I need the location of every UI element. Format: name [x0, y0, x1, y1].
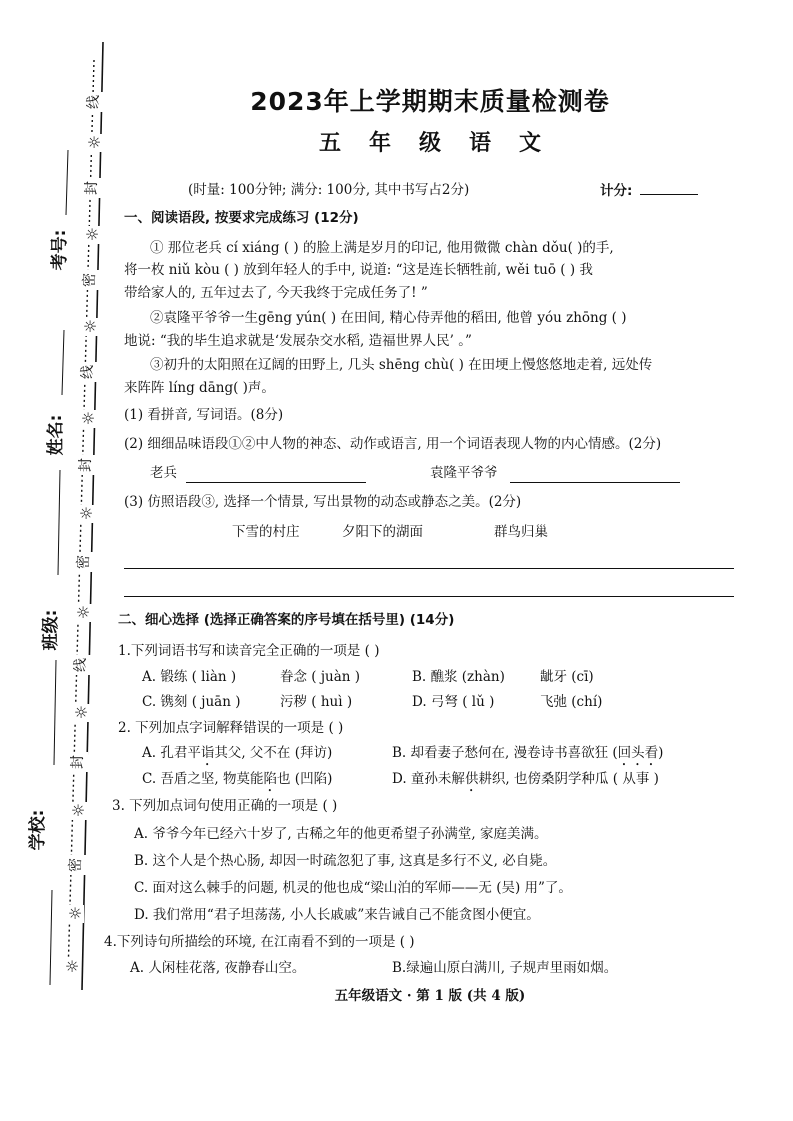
- scene-option-2: 夕阳下的湖面: [342, 524, 423, 540]
- exam-number-label: 考号:: [50, 229, 70, 271]
- scene-option-3: 群鸟归巢: [494, 524, 548, 540]
- passage3-line2: 来阵阵 líng dāng( )声。: [124, 380, 275, 396]
- sun-icon: ☼: [64, 957, 80, 976]
- q2-option-d: [392, 769, 659, 795]
- question-1-3: (3) 仿照语段③, 选择一个情景, 写出景物的动态或静态之美。(2分): [124, 494, 522, 510]
- passage1-line2: 将一枚 niǔ kòu ( ) 放到年轻人的手中, 说道: “这是连长牺牲前, wěi tuō ( ) 我: [124, 262, 593, 278]
- q2-b-text: B. 却看妻子愁何在, 漫卷诗书喜欲狂 (: [392, 745, 618, 761]
- sun-icon: ☼: [78, 504, 94, 523]
- passage2-line1: ②袁隆平爷爷一生gēng yún( ) 在田间, 精心侍弄他的稻田, 他曾 yóu zhōng ( ): [150, 310, 627, 326]
- q1-option-d: D. 弓弩 ( lǔ ): [412, 694, 495, 710]
- q2-b-dotted: 回头看: [617, 745, 659, 761]
- binding-mark-seal: 封: [82, 178, 102, 198]
- q2-option-b: [392, 743, 663, 769]
- binding-mark-secret: 密: [74, 552, 94, 572]
- scene-option-1: 下雪的村庄: [232, 524, 300, 540]
- q3-option-a: A. 爷爷今年已经六十岁了, 古稀之年的他更希望子孙满堂, 家庭美满。: [134, 826, 548, 842]
- section1-heading: 一、阅读语段, 按要求完成练习 (12分): [124, 210, 359, 226]
- answer-yuan-label: 袁隆平爷爷: [430, 465, 498, 481]
- class-label: 班级:: [41, 609, 61, 651]
- q2-d-text: D. 童孙未解: [392, 771, 465, 787]
- page-footer: 五年级语文 · 第 1 版 (共 4 版): [334, 988, 526, 1004]
- writing-line-1[interactable]: [124, 568, 734, 569]
- q1-option-d-2: 飞弛 (chí): [540, 694, 603, 710]
- exam-subtitle: 五年级语文: [318, 130, 569, 156]
- q2-option-a: [142, 743, 332, 769]
- binding-mark-line: 线: [78, 362, 98, 382]
- sun-icon: ☼: [82, 317, 98, 336]
- q4-option-a: A. 人闲桂花落, 夜静春山空。: [130, 960, 306, 976]
- q2-a-text-2: 其父, 父不在 (拜访): [214, 745, 333, 761]
- q1-option-a-2: 眷念 ( juàn ): [280, 669, 361, 685]
- q2-c-text-2: 也 (凹陷): [277, 771, 333, 787]
- score-label-text: 计分:: [600, 183, 633, 199]
- binding-mark-line: 线: [71, 655, 91, 675]
- q2-a-dotted: 诣: [200, 745, 215, 761]
- passage2-line2: 地说: “我的毕生追求就是‘发展杂交水稻, 造福世界人民’ 。”: [124, 333, 472, 349]
- binding-mark-secret: 密: [80, 270, 100, 290]
- q2-option-c: [142, 769, 332, 795]
- q2-d-dotted: 供: [464, 771, 479, 787]
- q1-option-c: C. 镌刻 ( juān ): [142, 694, 241, 710]
- score-label: [600, 180, 698, 201]
- q2-c-text: C. 吾盾之坚, 物莫能: [142, 771, 264, 787]
- q2-d-text-2: 耕织, 也傍桑阴学种瓜 ( 从事 ): [478, 771, 659, 787]
- question-1-2: (2) 细细品味语段①②中人物的神态、动作或语言, 用一个词语表现人物的内心情感。(2分): [124, 436, 662, 452]
- q4-option-b: B.绿遍山原白满川, 子规声里雨如烟。: [392, 960, 618, 976]
- q1-option-a: A. 锻练 ( liàn ): [142, 669, 237, 685]
- passage1-line1: ① 那位老兵 cí xiáng ( ) 的脸上满是岁月的印记, 他用微微 chàn dǒu( )的手,: [150, 240, 614, 256]
- exam-info: (时量: 100分钟; 满分: 100分, 其中书写占2分): [188, 182, 470, 198]
- q2-c-dotted: 陷: [263, 771, 278, 787]
- binding-strip: [0, 0, 120, 1121]
- binding-mark-seal: 封: [68, 752, 88, 772]
- q1-option-b-2: 龇牙 (cī): [540, 669, 594, 685]
- question-2-1: 1.下列词语书写和读音完全正确的一项是 ( ): [118, 643, 380, 659]
- q1-option-c-2: 污秽 ( huì ): [280, 694, 353, 710]
- sun-icon: ☼: [67, 904, 83, 923]
- binding-mark-seal: 封: [76, 455, 96, 475]
- question-2-3: 3. 下列加点词句使用正确的一项是 ( ): [112, 798, 338, 814]
- q1-option-b: B. 醮浆 (zhàn): [412, 669, 505, 685]
- answer-yuan-blank[interactable]: [510, 482, 680, 483]
- passage3-line1: ③初升的太阳照在辽阔的田野上, 几头 shēng chù( ) 在田埂上慢悠悠地走着, 远处传: [150, 357, 653, 373]
- q3-option-c: C. 面对这么棘手的问题, 机灵的他也成“梁山泊的军师——无 (吴) 用”了。: [134, 880, 572, 896]
- question-1-1: (1) 看拼音, 写词语。(8分): [124, 407, 284, 423]
- exam-title: 2023年上学期期末质量检测卷: [250, 87, 610, 116]
- name-label: 姓名:: [46, 414, 66, 456]
- q2-b-text-2: ): [658, 745, 664, 761]
- sun-icon: ☼: [86, 133, 102, 152]
- sun-icon: ☼: [84, 225, 100, 244]
- q3-option-d: D. 我们常用“君子坦荡荡, 小人长戚戚”来告诫自己不能贪图小便宜。: [134, 907, 540, 923]
- section2-heading: 二、细心选择 (选择正确答案的序号填在括号里) (14分): [118, 612, 455, 628]
- writing-line-2[interactable]: [124, 596, 734, 597]
- q3-option-b: B. 这个人是个热心肠, 却因一时疏忽犯了事, 这真是多行不义, 必自毙。: [134, 853, 557, 869]
- score-blank[interactable]: [640, 180, 698, 195]
- question-2-4: 4.下列诗句所描绘的环境, 在江南看不到的一项是 ( ): [104, 934, 415, 950]
- answer-veteran-label: 老兵: [150, 465, 177, 481]
- answer-veteran-blank[interactable]: [186, 482, 366, 483]
- binding-mark-secret: 密: [66, 855, 86, 875]
- sun-icon: ☼: [80, 409, 96, 428]
- school-label: 学校:: [28, 809, 48, 851]
- binding-mark-line: 线: [84, 92, 104, 112]
- q2-a-text: A. 孔君平: [142, 745, 201, 761]
- passage1-line3: 带给家人的, 五年过去了, 今天我终于完成任务了! ”: [124, 285, 428, 301]
- sun-icon: ☼: [70, 801, 86, 820]
- sun-icon: ☼: [73, 703, 89, 722]
- sun-icon: ☼: [75, 603, 91, 622]
- question-2-2: 2. 下列加点字词解释错误的一项是 ( ): [118, 720, 344, 736]
